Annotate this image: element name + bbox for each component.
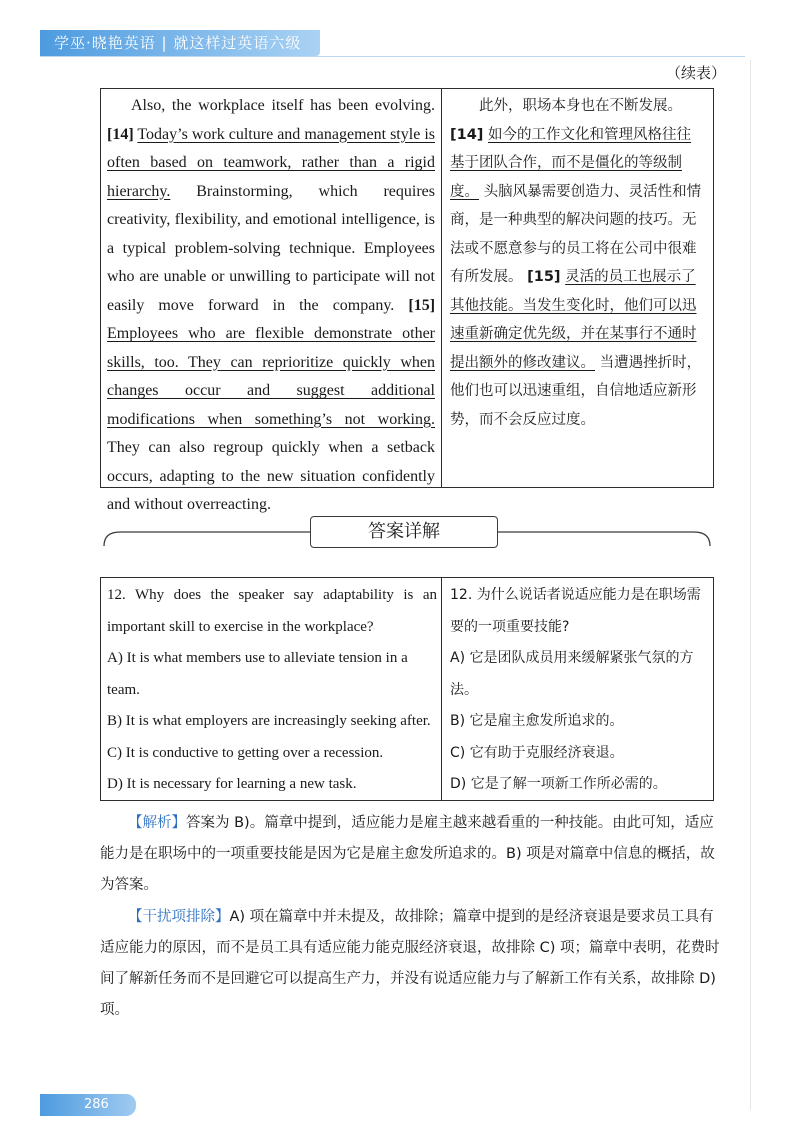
page-number: 286 — [84, 1097, 109, 1112]
analysis-paragraph — [100, 808, 722, 901]
continued-label: （续表） — [665, 64, 726, 82]
question-stem-zh: 12. 为什么说话者说适应能力是在职场需要的一项重要技能? — [450, 587, 701, 635]
marker-14-zh: [14] — [450, 126, 484, 143]
page-spine — [750, 60, 751, 1110]
question-english — [101, 578, 442, 800]
option-a-en: A) It is what members use to alleviate tension in a team. — [107, 650, 408, 698]
option-b-zh: B) 它是雇主愈发所追求的。 — [450, 713, 624, 729]
marker-15-zh: [15] — [527, 269, 561, 285]
question-stem-en-text: 12. Why does the speaker say adaptability is an important skill to exercise in the workplace? — [107, 587, 437, 635]
passage-zh-middle: 头脑风暴需要创造力、灵活性和情商，是一种典型的解决问题的技巧。无法或不愿意参与的员工将在公司中很难有所发展。 — [450, 183, 702, 285]
analysis-text: 答案为 B)。篇章中提到，适应能力是雇主越来越看重的一种技能。由此可知，适应能力是在职场中的一项重要技能是因为它是雇主愈发所追求的。B) 项是对篇章中信息的概括，故为答案。 — [100, 815, 715, 893]
question-table — [100, 577, 714, 801]
distractor-text: A) 项在篇章中并未提及，故排除；篇章中提到的是经济衰退是要求员工具有适应能力的原因，而不是员工具有适应能力能克服经济衰退，故排除 C) 项；篇章中表明，花费时间了解新任务而不是回避它可以提高生产力，并没有说适应能力与了解新工作有关系，故排除 D) 项。 — [100, 909, 720, 1018]
passage-en-intro: Also, the workplace itself has been evolving. — [131, 97, 435, 114]
distractor-paragraph — [100, 902, 722, 1026]
sentence-14-zh: 如今的工作文化和管理风格往往基于团队合作，而不是僵化的等级制度。 — [450, 126, 692, 200]
question-chinese — [442, 578, 710, 800]
marker-15-en: [15] — [408, 296, 436, 314]
header-title: 学巫·晓艳英语 | 就这样过英语六级 — [54, 34, 302, 52]
question-stem-en — [107, 580, 437, 643]
analysis-tag: 【解析】 — [128, 815, 186, 831]
option-d-zh: D) 它是了解一项新工作所必需的。 — [450, 776, 667, 792]
option-b-en: B) It is what employers are increasingly seeking after. — [107, 713, 431, 729]
passage-table — [100, 88, 714, 513]
header-divider — [40, 56, 745, 57]
option-d-en: D) It is necessary for learning a new task. — [107, 776, 357, 792]
passage-zh-intro: 此外，职场本身也在不断发展。 — [479, 98, 682, 114]
option-c-zh: C) 它有助于克服经济衰退。 — [450, 744, 624, 761]
sentence-15-en: Employees who are flexible demonstrate other skills, too. They can reprioritize quickly when changes occur and suggest additional modifications when something’s not working. — [107, 325, 435, 428]
option-a-zh: A) 它是团队成员用来缓解紧张气氛的方法。 — [450, 650, 694, 698]
distractor-tag: 【干扰项排除】 — [128, 909, 230, 925]
answer-section-title: 答案详解 — [310, 516, 498, 548]
passage-en-middle: Brainstorming, which requires creativity, flexibility, and emotional intelligence, is a typical problem-solving technique. Employees who are unable or unwilling to participate will not easily move forward in the company. — [107, 182, 436, 314]
passage-chinese — [442, 89, 710, 487]
passage-zh-end: 当遭遇挫折时，他们也可以迅速重组，自信地适应新形势，而不会反应过度。 — [450, 354, 702, 428]
sentence-15-zh: 灵活的员工也展示了其他技能。当发生变化时，他们可以迅速重新确定优先级，并在某事行不通时提出额外的修改建议。 — [450, 269, 697, 371]
passage-en-end: They can also regroup quickly when a setback occurs, adapting to the new situation confidently and without overreacting. — [107, 439, 435, 513]
option-c-en: C) It is conductive to getting over a recession. — [107, 744, 384, 761]
sentence-14-en: Today’s work culture and management style is often based on teamwork, rather than a rigid hierarchy. — [107, 125, 435, 200]
marker-14-en: [14] — [107, 125, 134, 143]
passage-english — [101, 89, 442, 513]
